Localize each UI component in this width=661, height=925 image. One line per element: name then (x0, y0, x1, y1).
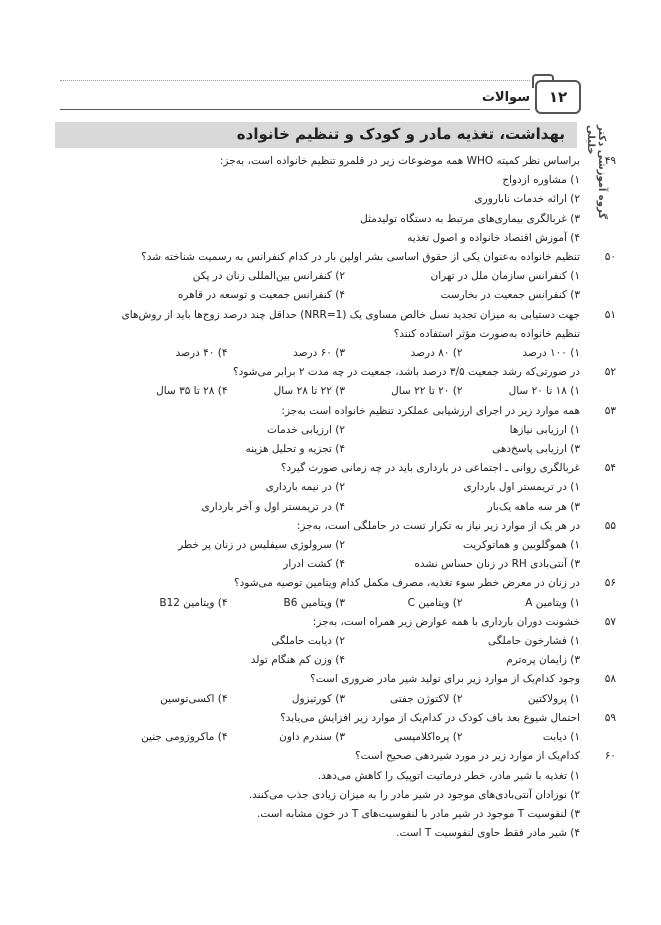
question-59 (110, 709, 616, 747)
option[interactable]: ۳) غربالگری بیماری‌های مرتبط به دستگاه تولیدمثل (360, 212, 580, 225)
question-52 (110, 363, 616, 401)
option[interactable]: ۳) زایمان پره‌ترم (506, 654, 580, 667)
option[interactable]: ۲) ارزیابی خدمات (267, 423, 345, 436)
question-text: همه موارد زیر در اجرای ارزشیابی عملکرد تنظیم خانواده است به‌جز: (281, 404, 580, 417)
side-label-box (585, 125, 615, 225)
option[interactable]: ۱) دیابت (542, 731, 580, 744)
question-text: خشونت دوران بارداری با همه عوارض زیر همراه است، به‌جز: (312, 615, 580, 628)
question-60 (110, 747, 616, 843)
question-text: در زنان در معرض خطر سوء تغذیه، مصرف مکمل کدام ویتامین توصیه می‌شود؟ (234, 577, 580, 590)
option[interactable]: ۱) در تریمستر اول بارداری (463, 481, 580, 494)
question-56 (110, 574, 616, 612)
option[interactable]: ۱) ویتامین A (525, 596, 580, 609)
question-number: ۵۶ (604, 577, 616, 590)
section-band (55, 122, 577, 148)
option[interactable]: ۴) آموزش اقتصاد خانواده و اصول تغذیه (407, 231, 580, 244)
option[interactable]: ۲) نوزادان آنتی‌بادی‌های موجود در شیر مادر را به میزان زیادی جذب می‌کنند. (248, 788, 580, 801)
page-number: ۱۲ (535, 80, 581, 114)
option[interactable]: ۲) ۲۰ تا ۲۲ سال (391, 385, 463, 398)
option[interactable]: ۴) اکسی‌توسین (160, 692, 228, 705)
option[interactable]: ۴) ماکروزومی جنین (141, 731, 228, 744)
question-number: ۵۷ (604, 615, 616, 628)
option[interactable]: ۴) ویتامین B12 (159, 596, 228, 609)
option[interactable]: ۳) لنفوسیت T موجود در شیر مادر با لنفوسیت‌های T در خون مشابه است. (256, 807, 580, 820)
question-text: جهت دستیابی به میزان تجدید نسل خالص مساوی یک (NRR=1) حداقل چند درصد زوج‌ها باید از روش‌های تنظیم خانواده به‌صورت مؤثر استفاده کنند؟ (121, 308, 580, 340)
question-number: ۵۹ (604, 711, 616, 724)
question-number: ۵۱ (604, 308, 616, 321)
option[interactable]: ۲) در نیمه بارداری (265, 481, 345, 494)
option[interactable]: ۳) آنتی‌بادی RH در زنان حساس نشده (414, 558, 580, 571)
question-number: ۵۵ (604, 519, 616, 532)
question-57 (110, 613, 616, 671)
option[interactable]: ۱) کنفرانس سازمان ملل در تهران (430, 270, 580, 283)
header-dotted-line (60, 80, 530, 81)
question-number: ۶۰ (604, 750, 616, 763)
option[interactable]: ۳) هر سه ماهه یک‌بار (487, 500, 580, 513)
option[interactable]: ۳) ارزیابی پاسخ‌دهی (492, 443, 580, 456)
option[interactable]: ۱) تغذیه با شیر مادر، خطر درماتیت اتوپیک را کاهش می‌دهد. (317, 769, 580, 782)
option[interactable]: ۴) کشت ادرار (283, 558, 345, 571)
option[interactable]: ۴) شیر مادر فقط حاوی لنفوسیت T است. (396, 827, 580, 840)
option[interactable]: ۱) مشاوره ازدواج (502, 174, 580, 187)
question-text: وجود کدام‌یک از موارد زیر برای تولید شیر مادر ضروری است؟ (310, 673, 580, 686)
option[interactable]: ۱) ۱۸ تا ۲۰ سال (508, 385, 580, 398)
header-bar (60, 88, 530, 110)
option[interactable]: ۲) ویتامین C (407, 596, 463, 609)
question-number: ۵۰ (604, 251, 616, 264)
option[interactable]: ۴) ۴۰ درصد (175, 347, 228, 360)
header-rule (60, 109, 530, 110)
question-number: ۵۸ (604, 673, 616, 686)
question-text: غربالگری روانی ـ اجتماعی در بارداری باید در چه زمانی صورت گیرد؟ (280, 462, 580, 475)
question-number: ۵۲ (604, 366, 616, 379)
question-text: در صورتی‌که رشد جمعیت ۳/۵ درصد باشد، جمعیت در چه مدت ۲ برابر می‌شود؟ (233, 366, 580, 379)
option[interactable]: ۲) ۸۰ درصد (410, 347, 463, 360)
question-number: ۵۴ (604, 462, 616, 475)
option[interactable]: ۱) ۱۰۰ درصد (522, 347, 580, 360)
header-title: سوالات (481, 90, 530, 105)
option[interactable]: ۳) ویتامین B6 (283, 596, 345, 609)
option[interactable]: ۴) وزن کم هنگام تولد (250, 654, 345, 667)
option[interactable]: ۲) سرولوژی سیفلیس در زنان پر خطر (178, 539, 345, 552)
question-53 (110, 402, 616, 460)
question-54 (110, 459, 616, 517)
option[interactable]: ۲) دیابت حاملگی (271, 635, 345, 648)
option[interactable]: ۲) ارائه خدمات ناباروری (474, 193, 580, 206)
question-text: احتمال شیوع بعد باف کودک در کدام‌یک از موارد زیر افزایش می‌یابد؟ (280, 711, 580, 724)
option[interactable]: ۲) کنفرانس بین‌المللی زنان در پکن (192, 270, 345, 283)
question-50 (110, 248, 616, 306)
section-title: بهداشت، تغذیه مادر و کودک و تنظیم خانواده (236, 125, 565, 143)
option[interactable]: ۲) لاکتوژن جفتی (390, 692, 463, 705)
option[interactable]: ۳) ۶۰ درصد (293, 347, 345, 360)
question-51 (110, 306, 616, 364)
question-text: در هر یک از موارد زیر نیاز به تکرار تست در حاملگی است، به‌جز: (296, 519, 580, 532)
question-number: ۵۳ (604, 404, 616, 417)
question-58 (110, 670, 616, 708)
option[interactable]: ۳) سندرم داون (279, 731, 345, 744)
option[interactable]: ۴) در تریمستر اول و آخر بارداری (201, 500, 345, 513)
side-label: گروه آموزشی دکتر خلیلی (585, 125, 607, 219)
question-text: تنظیم خانواده به‌عنوان یکی از حقوق اساسی بشر اولین بار در کدام کنفرانس به رسمیت شناخته شد؟ (141, 251, 580, 264)
option[interactable]: ۴) تجزیه و تحلیل هزینه (245, 443, 345, 456)
question-text: براساس نظر کمیته WHO همه موضوعات زیر در قلمرو تنظیم خانواده است، به‌جز: (219, 155, 580, 167)
option[interactable]: ۱) هموگلوبین و هماتوکریت (462, 539, 580, 552)
option[interactable]: ۳) کنفرانس جمعیت در بخارست (440, 289, 580, 302)
option[interactable]: ۴) ۲۸ تا ۳۵ سال (156, 385, 228, 398)
question-number: ۴۹ (604, 155, 616, 167)
question-text: کدام‌یک از موارد زیر در مورد شیردهی صحیح است؟ (355, 750, 580, 763)
option[interactable]: ۱) ارزیابی نیازها (509, 423, 580, 436)
option[interactable]: ۴) کنفرانس جمعیت و توسعه در قاهره (177, 289, 345, 302)
option[interactable]: ۳) کورتیزول (291, 692, 345, 705)
option[interactable]: ۱) پرولاکتین (527, 692, 580, 705)
question-55 (110, 517, 616, 575)
option[interactable]: ۲) پره‌اکلامپسی (394, 731, 463, 744)
option[interactable]: ۱) فشارخون حاملگی (487, 635, 580, 648)
option[interactable]: ۳) ۲۲ تا ۲۸ سال (273, 385, 345, 398)
